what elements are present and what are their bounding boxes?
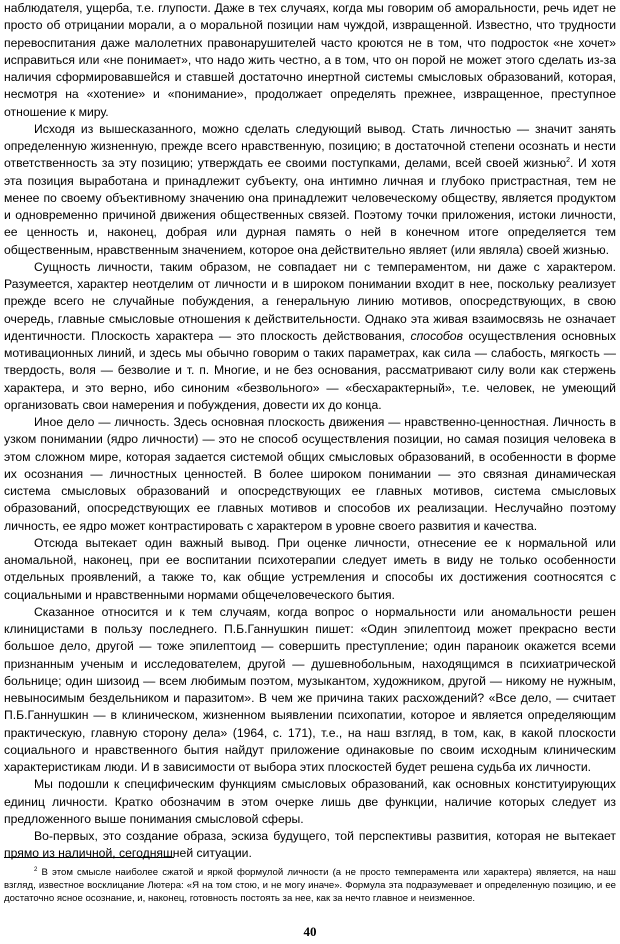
footnote-reference[interactable]: 2	[566, 157, 571, 165]
footnote-separator	[4, 857, 174, 858]
paragraph-1: наблюдателя, ущерба, т.е. глупости. Даже в тех случаях, когда мы говорим об аморальности, речь идет не просто об отрицании морали, а о моральной позиции нам чуждой, извращенной. Известно, что трудности перевоспитания даже малолетних правонарушителей часто кроются не в том, что подросток «не хочет» исправиться или «не понимает», что надо жить честно, а в том, что он порой не может этого сделать из-за наличия сформировавшейся и ставшей достаточно инертной системы смысловых образований, которая, несмотря на «хотение» и «понимание», продолжает определять прежнее, извращенное, преступное отношение к миру.	[4, 1, 616, 119]
paragraph-5: Отсюда вытекает один важный вывод. При оценке личности, отнесение ее к нормальной или аномальной, наконец, при ее воспитании психотерапии следует иметь в виду не только особенности отдельных проявлений, а также то, как общие устремления и способы их достижения соотносятся с социальными и нравственными нормами общечеловеческого бытия.	[4, 535, 616, 602]
paragraph-2-text-b: . И хотя эта позиция выработана и принадлежит субъекту, она интимно личная и глубоко пристрастная, тем не менее по своему объективному значению она принадлежит человеческому обществу, является продуктом и одновременно причиной движения общественных связей. Поэтому точки приложения, истоки личности, ее ценность и, наконец, добрая или дурная память о ней в конечном итоге определяется тем общественным, нравственным значением, которое она действительно являет (или являла) своей жизнью.	[4, 156, 616, 257]
paragraph-3	[4, 259, 616, 414]
paragraph-3-emphasis: способов	[410, 328, 463, 343]
page-number: 40	[303, 924, 317, 939]
paragraph-6: Сказанное относится и к тем случаям, когда вопрос о нормальности или аномальности решен клиницистами в пользу последнего. П.Б.Ганнушкин пишет: «Один эпилептоид может прекрасно вести большое дело, другой — тоже эпилептоид — совершить преступление; один параноик окажется всеми признанным ученым и исследователем, другой — душевнобольным, находящимся в психиатрической больнице; один шизоид — всем любимым поэтом, музыкантом, художником, другой — никому не нужным, невыносимым бездельником и паразитом». В чем же причина таких расхождений? «Все дело, — считает П.Б.Ганнушкин — в клиническом, жизненном выявлении психопатии, которое и является определяющим практическую, главную сторону дела» (1964, с. 171), т.е., на наш взгляд, в том, как, в какой плоскости социального и нравственного бытия найдут приложение одинаковые по своим исходным клиническим характеристикам люди. И в зависимости от выбора этих плоскостей будет решена судьба их личности.	[4, 604, 616, 774]
body-text	[4, 0, 616, 863]
page	[4, 0, 616, 863]
paragraph-7: Мы подошли к специфическим функциям смысловых образований, как основных конституирующих единиц личности. Кратко обозначим в этом очерке лишь две функции, наличие которых следует из предложенного выше понимания смысловой сферы.	[4, 777, 616, 826]
footnote-mark: 2	[34, 866, 38, 873]
paragraph-2	[4, 121, 616, 259]
paragraph-4: Иное дело — личность. Здесь основная плоскость движения — нравственно-ценностная. Личность в узком понимании (ядро личности) — это не способ осуществления позиции, но самая позиция человека в этом сложном мире, которая задается системой общих смысловых образований, в особенности в форме их осознания — личностных ценностей. В более широком понимании — это связная динамическая система смысловых образований и опосредствующих ее главных мотивов, система смысловых образований, опосредствующих ее главных мотивов и способов их реализации. Неслучайно поэтому личность, ее ядро может контрастировать с характером в уровне своего развития и качества.	[4, 415, 616, 533]
paragraph-3-text-b: осуществления основных мотивационных линий, и здесь мы обычно говорим о таких параметрах, как сила — слабость, мягкость — твердость, воля — безволие и т. п. Многие, и не без основания, рассматривают силу воли как стержень характера, и это верно, ибо синоним «безвольного» — «бесхарактерный», т.е. человек, не умеющий организовать свои намерения и побуждения, довести их до конца.	[4, 328, 616, 412]
footnote	[4, 866, 616, 905]
paragraph-3-text-a: Сущность личности, таким образом, не совпадает ни с темпераментом, ни даже с характером. Разумеется, характер неотделим от личности и в широком понимании входит в нее, поскольку реализует прежде всего не случайные побуждения, а генеральную линию мотивов, опосредствующих, в свою очередь, главные смысловые отношения к действительности. Однако эта живая взаимосвязь не означает идентичности. Плоскость характера — это плоскость действования,	[4, 259, 616, 343]
footnote-text: В этом смысле наиболее сжатой и яркой формулой личности (а не просто темперамента или характера) является, на наш взгляд, известное восклицание Лютера: «Я на том стою, и не могу иначе». Формула эта подразумевает и определенную позицию, и ее достаточно ясное осознание, и, наконец, готовность постоять за нее, как за нечто главное и неизменное.	[4, 867, 616, 904]
paragraph-8: Во-первых, это создание образа, эскиза будущего, той перспективы развития, которая не вытекает прямо из наличной, сегодняшней ситуации.	[4, 829, 616, 861]
paragraph-2-text-a: Исходя из вышесказанного, можно сделать следующий вывод. Стать личностью — значит занять определенную жизненную, прежде всего нравственную, позицию; в достаточной степени осознать и нести ответственность за эту позицию; утверждать ее своими поступками, делами, всей своей жизнью	[4, 121, 616, 171]
